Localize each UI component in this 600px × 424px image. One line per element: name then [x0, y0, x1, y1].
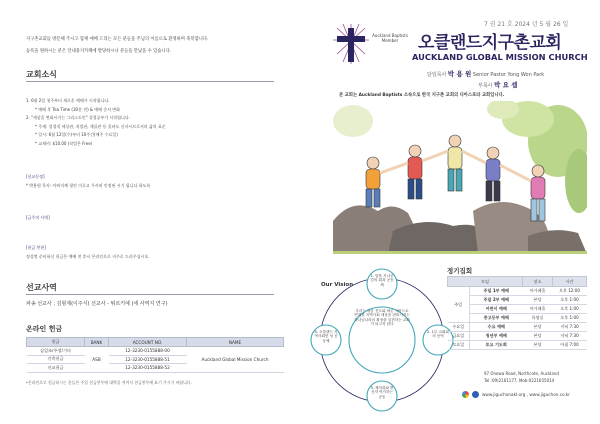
news-item: * 예배 후 Tea Time (30분 전) & 예배 순서 변화	[35, 106, 121, 112]
table-row	[448, 287, 587, 296]
baptist-member-label: Auckland Baptists Member	[372, 33, 408, 43]
vision-node-3: 3. 제자화와 변신자 여가하는 공동	[370, 386, 394, 399]
vision-node-4: 4. 오클랜드 지역사회봉 성 공동체	[314, 330, 338, 343]
account-no: 12-3230-0155888-52	[109, 364, 187, 373]
bank-name: ASB	[85, 347, 109, 373]
assoc-name-ko: 박 요 셉	[494, 81, 518, 89]
vision-title: Our Vision	[321, 282, 354, 288]
news-list	[26, 97, 276, 149]
service-place: 육영실	[523, 314, 553, 323]
service-name: 중고등부 예배	[470, 314, 523, 323]
chrome-icon	[462, 391, 469, 398]
pastor-name-en: Senior Pastor Yong Won Park	[472, 72, 545, 78]
news-item: * 주제: 성경적 세상관, 직업관, 재물관 등 올바도 신자시르로서의 삶의 표준	[35, 123, 166, 129]
block-head: [금주의 사역]	[26, 215, 50, 220]
absent-block	[26, 214, 276, 223]
news-item: 1. 6월 2일 첫주부터 새로운 예배가 시작됩니다.	[26, 98, 110, 103]
service-time: 아침 7:00	[553, 341, 587, 350]
service-time: 저녁 7:30	[553, 332, 587, 341]
account-name: Auckland Global Mission Church	[187, 347, 284, 373]
church-tagline: 본 교회는 Auckland Baptists 소속으로 한국 지구촌 교회의 디아스포라 교회입니다.	[339, 93, 505, 98]
vision-center-text: 우리는 복음 전도와 바른 사랑으로 연계를 지역사회 세상을 변화시키는 하나님나라의 확장을 실현하는 교회가 되고자 한다	[354, 309, 410, 327]
block-head: [선교동정]	[26, 174, 45, 179]
website-links	[462, 391, 570, 398]
service-place: 본당	[523, 341, 553, 350]
col-header: 헌금	[27, 338, 85, 347]
vision-node-1: 1. 말씀 지나공감의 회복 공동체	[370, 274, 394, 287]
issue-date: 7 권 21 호 2024 년 5 월 26 일	[484, 21, 569, 28]
welcome-line-1: 지구촌교회를 방문해 주시고 함께 예배 드리는 모든 분들을 주님의 이름으로 환영하며 축복합니다.	[26, 37, 209, 42]
service-name: 어린이 예배	[470, 305, 523, 314]
mission-title: 선교사역	[26, 283, 57, 292]
giving-type: 선교헌금	[27, 364, 85, 373]
service-time: 저녁 7:30	[553, 323, 587, 332]
table-row	[448, 323, 587, 332]
worship-table	[447, 276, 587, 350]
col-header: 장소	[523, 277, 553, 287]
cross-logo-icon	[331, 22, 371, 66]
phone-line: Tel :09)2161177, Mob:0221655014	[484, 378, 555, 383]
service-name: 청년부 예배	[470, 332, 523, 341]
offering-block	[26, 244, 276, 261]
giving-title: 온라인 헌금	[26, 325, 63, 333]
day-label: 주일	[448, 287, 470, 323]
news-title: 교회소식	[26, 70, 57, 79]
block-head: [헌금 봉헌]	[26, 245, 46, 250]
block-text: 정성껏 준비하신 헌금은 예배 전 후시 온라인으로 지주로 드리주십시오.	[26, 253, 150, 259]
service-time: 오후 12:00	[553, 287, 587, 296]
mission-text: 파송 선교사 : 김형제(이주식) 선교사 - 튀르키예 (세 사역지 연구)	[26, 301, 168, 307]
mission-prayer-block	[26, 173, 276, 190]
giving-type: 십일조/주정/기타	[27, 347, 85, 356]
welcome-line-2: 등록을 원하시는 분은 안내용지카페에 발당하시나 분들을 만났을 수 있습니다.	[26, 49, 172, 54]
table-row	[448, 341, 587, 350]
service-place: 본당	[523, 296, 553, 305]
service-name: 수요 예배	[470, 323, 523, 332]
website-text[interactable]: www.jiguchonakl.org , www.jiguchon.co.kr	[482, 392, 571, 397]
col-header: BANK	[85, 338, 109, 347]
pastor-name-ko: 박 용 원	[447, 70, 472, 78]
service-place: 본당	[523, 323, 553, 332]
address-line: 97 Onewa Road, Northcote, Auckland	[484, 371, 559, 376]
service-place: 아가페홀	[523, 287, 553, 296]
col-header: 모임	[448, 277, 523, 287]
service-name: 주일 1부 예배	[470, 287, 523, 296]
service-name: 토요 기도회	[470, 341, 523, 350]
day-label: 토요일	[448, 341, 470, 350]
giving-note: *온라인으로 헌금하시는 분들은 주일 헌금봉투에 대략을 적어서 헌금봉투에 표기 주시기 바랍니다.	[26, 380, 192, 385]
climbing-people-illustration	[333, 101, 587, 254]
giving-type: 건축헌금	[27, 355, 85, 364]
day-label: 금요일	[448, 332, 470, 341]
col-header: 시간	[553, 277, 587, 287]
service-time: 오후 1:00	[553, 314, 587, 323]
account-no: 12-3230-0155888-00	[109, 347, 187, 356]
table-row	[27, 347, 284, 356]
service-place: 아가페홀	[523, 305, 553, 314]
senior-pastor	[427, 69, 544, 78]
news-item: * 일시: 6월 12일(수)부터 10주간(매주 수요일)	[35, 132, 118, 138]
vision-node-2: 2. 1부 교회와의 동역	[427, 330, 449, 339]
church-name-korean: 오클랜드지구촌교회	[418, 33, 562, 53]
worship-title: 정기집회	[447, 267, 473, 275]
block-text: * 박용원 목사: 아버지께 평안 이루고 무사히 안정된 시기 됩니다 하도록	[26, 182, 151, 188]
service-name: 주일 2부 예배	[470, 296, 523, 305]
col-header: NAME	[187, 338, 284, 347]
table-row	[448, 332, 587, 341]
service-place: 본당	[523, 332, 553, 341]
news-item: 2. "세상을 변화시키는 그리스도인" 성경공부가 시작됩니다.	[26, 115, 130, 121]
welcome-text	[26, 36, 296, 55]
news-divider	[26, 81, 274, 82]
associate-pastor	[478, 80, 517, 89]
account-no: 12-3230-0155888-51	[109, 355, 187, 364]
church-address	[484, 370, 559, 384]
church-name-english: AUCKLAND GLOBAL MISSION CHURCH	[412, 52, 588, 62]
assoc-role: 부목사	[478, 83, 493, 89]
news-item: * 교재비: $10.00 (작업은 Free)	[35, 140, 93, 146]
giving-table	[26, 337, 284, 373]
service-time: 오후 1:00	[553, 296, 587, 305]
mission-divider	[26, 294, 274, 295]
col-header: ACCOUNT NO.	[109, 338, 187, 347]
day-label: 수요일	[448, 323, 470, 332]
globe-icon	[472, 391, 479, 398]
pastor-role: 담임목사	[427, 72, 447, 78]
service-time: 오후 1:00	[553, 305, 587, 314]
